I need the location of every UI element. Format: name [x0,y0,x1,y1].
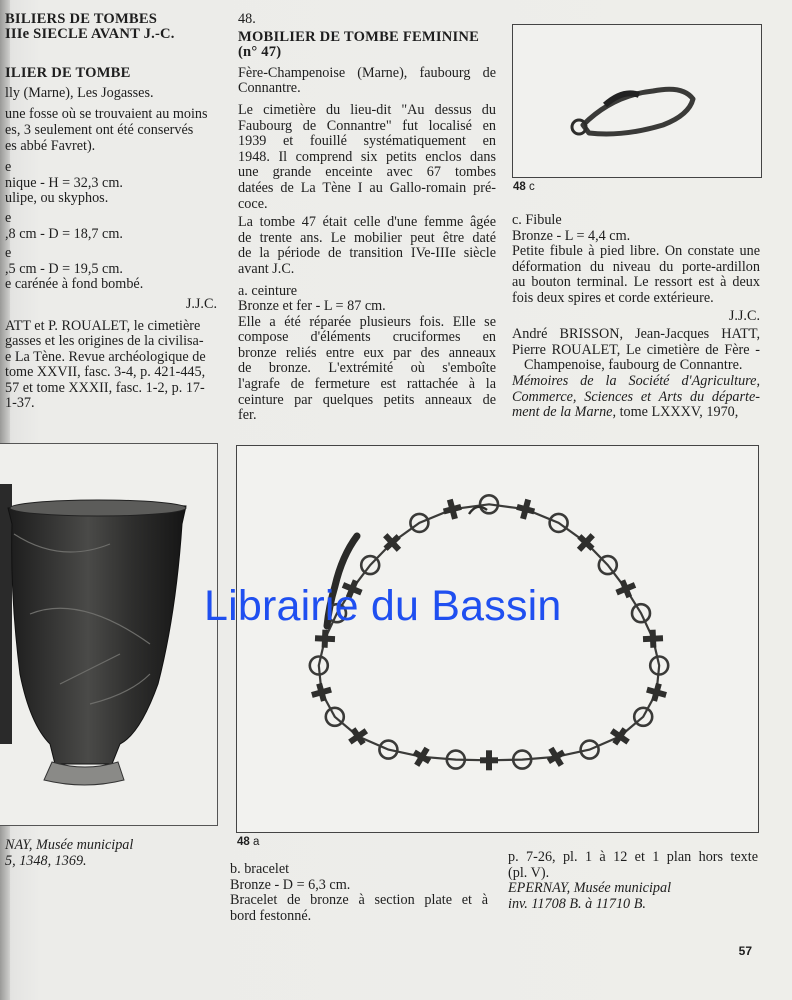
left-line: nique - H = 32,3 cm. [5,174,123,191]
item-a-line: de bronze. L'extrémité où s'emboîte [238,360,496,377]
item-a-dimensions: Bronze et fer - L = 87 cm. [238,298,386,315]
para1-line: Le cimetière du lieu-dit "Au dessus du [238,101,496,118]
fibula-photo-svg [513,25,761,177]
left-heading-2: IIIe SIECLE AVANT J.-C. [5,25,175,42]
item-b-label: b. bracelet [230,861,290,877]
para1-line: 1939 et fouillé systématiquement en [238,133,496,150]
vase-foot [44,762,124,785]
para1-line: Faubourg de Connantre" fut localisé en [238,117,496,134]
fibula-caption-number: 48 [513,181,526,193]
belt-cruciform-element [480,750,498,770]
belt-caption-number: 48 [237,836,250,848]
journal-line: Mémoires de la Société d'Agriculture, [512,372,760,389]
journal-volume: tome LXXXV, 1970, [616,404,739,421]
para1-line: une grande enceinte avec 67 tombes [238,164,496,181]
item-a-line: Elle a été réparée plusieurs fois. Elle se [238,313,496,330]
vase-rim [10,500,186,516]
authors-line: André BRISSON, Jean-Jacques HATT, [512,326,760,343]
item-a-line: compose d'éléments cruciformes en [238,329,496,346]
para2-line: La tombe 47 était celle d'une femme âgée [238,214,496,231]
left-line: ,8 cm - D = 18,7 cm. [5,225,123,242]
item-c-dimensions: Bronze - L = 4,4 cm. [512,227,631,244]
item-b-line: Bracelet de bronze à section plate et à [230,892,488,909]
journal-line [512,405,760,421]
item-a-line: fer. [238,407,257,424]
left-line: e [5,209,12,226]
left-biblio-line: 1-37. [5,395,35,412]
entry-title: MOBILIER DE TOMBE FEMININE [238,28,480,45]
item-c-line: au bouton terminal. Le ressort est à deux [512,274,760,291]
left-column [5,12,217,412]
left-photo-caption [5,838,217,869]
item-b-dimensions: Bronze - D = 6,3 cm. [230,876,351,893]
item-c-line: déformation du niveau du porte-ardillon [512,258,760,275]
belt-caption-letter: a [253,836,260,848]
vase-background-edge [0,484,12,744]
left-biblio-line: tome XXVII, fasc. 3-4, p. 421-445, [5,364,206,381]
belt-cruciform-element [514,497,537,521]
right-column [512,213,760,421]
belt-caption [237,836,259,848]
biblio-text: e La Tène. Revue archéologique de [5,348,206,365]
belt-cruciform-element [315,629,336,648]
left-line: e [5,159,12,176]
left-caption-line: 5, 1348, 1369. [5,852,87,869]
item-c-label: c. Fibule [512,212,562,228]
journal-title-end: ment de la Marne, [512,404,617,421]
para2-line: avant J.C. [238,260,295,277]
left-line: ulipe, ou skyphos. [5,190,109,207]
fibula-caption [513,181,535,193]
authors-line: Pierre ROUALET, Le cimetière de Fère - [512,341,760,358]
left-line: es, 3 seulement ont été conservés [5,121,194,138]
belt-cruciform-element [644,681,668,704]
belt-cruciform-element [643,629,664,648]
belt-photo [236,445,759,833]
watermark: Librairie du Bassin [204,582,562,630]
belt-cruciform-element [441,497,464,521]
vase-photo-svg [0,444,217,825]
left-heading-1: BILIERS DE TOMBES [5,11,158,27]
left-biblio-line: gasses et les origines de la civilisa- [5,333,204,350]
page-number: 57 [738,944,752,958]
item-a-line: l'agrafe de fermeture est rattachée à la [238,376,496,393]
location-line: Connantre. [238,80,301,97]
vase-body [8,503,186,764]
item-a-label: a. ceinture [238,282,298,299]
pages-line: p. 7-26, pl. 1 à 12 et 1 plan hors texte [508,849,758,865]
museum-line: EPERNAY, Musée municipal [508,880,672,897]
item-a-line: ceinture par quelques petits anneaux de [238,391,496,408]
journal-line: Commerce, Sciences et Arts du départe- [512,388,760,405]
left-biblio-line: 57 et tome XXXII, fasc. 1-2, p. 17- [5,379,205,396]
left-caption-line: NAY, Musée municipal [5,837,134,853]
bottom-middle-column [230,862,488,924]
right-initials: J.J.C. [728,307,760,324]
entry-subtitle: (n° 47) [238,44,282,61]
para2-line: de la période de transition IVe-IIIe siècle [238,245,496,262]
item-a-line: bronze reliés entre eux par des anneaux [238,344,496,361]
item-b-line: bord festonné. [230,907,312,924]
left-initials: J.J.C. [185,295,217,312]
left-line: es abbé Favret). [5,137,96,154]
left-biblio-line [5,350,217,366]
belt-photo-svg [237,446,758,832]
para1-line: datées de La Tène I au Gallo-romain pré- [238,179,496,196]
para1-line: coce. [238,195,268,212]
left-line: e [5,245,12,262]
fibula-photo [512,24,762,178]
museum-line: inv. 11708 B. à 11710 B. [508,895,646,912]
item-c-line: Petite fibule à pied libre. On constate une [512,243,760,260]
belt-chain [319,504,659,760]
left-subheading: ILIER DE TOMBE [5,65,131,82]
fibula-caption-letter: c [529,181,535,193]
belt-cruciform-element [613,577,638,601]
location-line: Fère-Champenoise (Marne), faubourg de [238,64,496,81]
left-line: e carénée à fond bombé. [5,276,144,293]
left-line: une fosse où se trouvaient au moins [5,106,208,123]
para1-line: 1948. Il comprend six petits enclos dans [238,148,496,165]
middle-column [238,12,496,424]
para2-line: de trente ans. Le mobilier peut être daté [238,229,496,246]
bottom-right-column [508,850,758,912]
authors-line: Champenoise, faubourg de Connantre. [524,357,743,374]
left-line: lly (Marne), Les Jogasses. [5,84,154,101]
item-c-line: fois deux spires et corde extérieure. [512,289,714,306]
entry-number: 48. [238,11,256,27]
vase-photo [0,443,218,826]
left-line: ,5 cm - D = 19,5 cm. [5,260,123,277]
belt-cruciform-element [309,681,333,704]
pages-line: (pl. V). [508,864,550,881]
left-biblio-line: ATT et P. ROUALET, le cimetière [5,317,201,334]
